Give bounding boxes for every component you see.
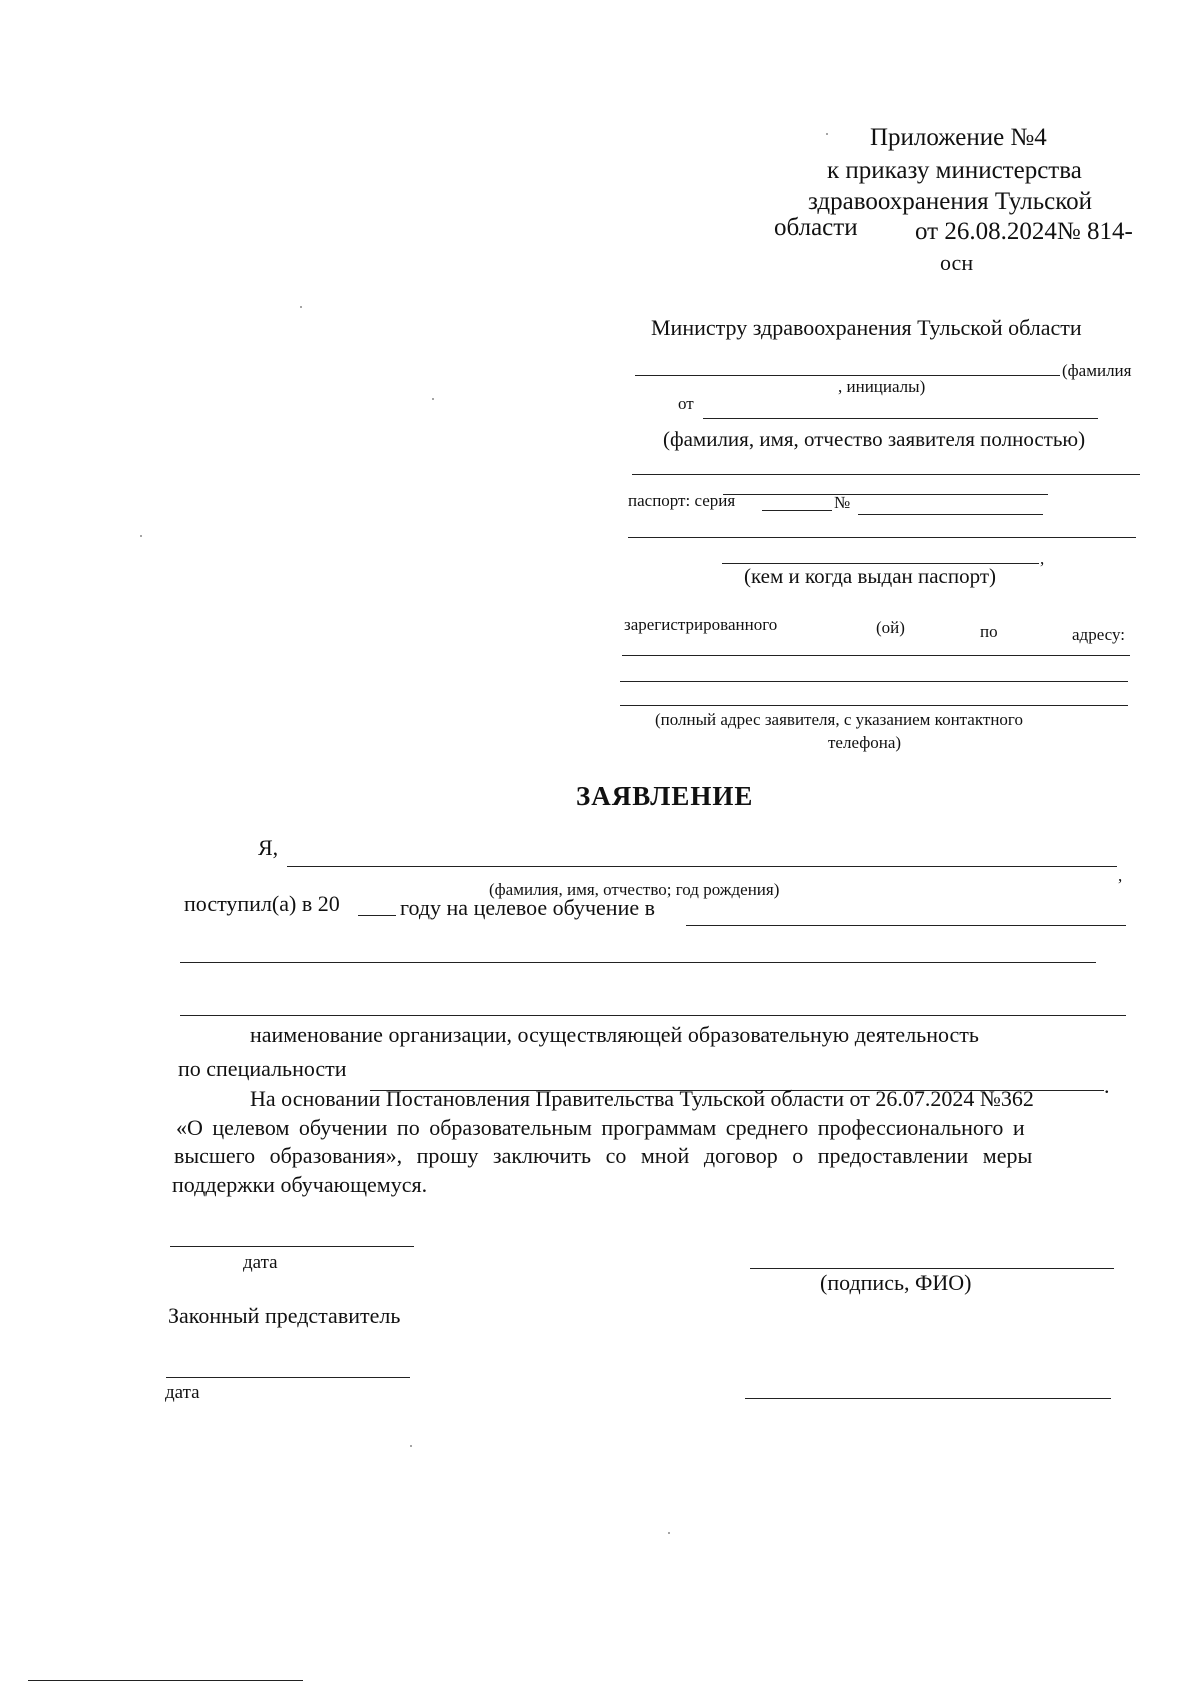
signature-hint: (подпись, ФИО) bbox=[820, 1270, 972, 1295]
specialty-period: . bbox=[1104, 1073, 1110, 1098]
document-title: ЗАЯВЛЕНИЕ bbox=[576, 781, 754, 811]
passport-hint: (кем и когда выдан паспорт) bbox=[744, 564, 997, 588]
signature-field-1[interactable] bbox=[750, 1268, 1114, 1269]
passport-comma: , bbox=[1040, 549, 1045, 568]
passport-number-label: № bbox=[834, 493, 851, 512]
appendix-order-suffix: осн bbox=[940, 250, 974, 275]
passport-series-label: паспорт: серия bbox=[628, 491, 736, 510]
appendix-ministry: здравоохранения Тульской bbox=[808, 188, 1092, 215]
passport-series-field[interactable] bbox=[762, 510, 832, 511]
organization-line-2[interactable] bbox=[180, 962, 1096, 963]
appendix-number: Приложение №4 bbox=[870, 124, 1047, 151]
representative-label: Законный представитель bbox=[168, 1303, 401, 1328]
basis-paragraph-line-1: На основании Постановления Правительства Тульской области от 26.07.2024 №362 bbox=[250, 1086, 1034, 1111]
from-label: от bbox=[678, 394, 694, 413]
appendix-region: области bbox=[774, 214, 858, 241]
applicant-fio-hint: (фамилия, имя, отчество; год рождения) bbox=[489, 880, 780, 899]
scan-speck bbox=[300, 306, 302, 308]
date-field-1[interactable] bbox=[170, 1246, 414, 1247]
enrolled-label-b: году на целевое обучение в bbox=[400, 895, 656, 920]
scan-speck bbox=[668, 1532, 670, 1534]
address-line-3[interactable] bbox=[620, 705, 1128, 706]
appendix-order-ref: к приказу министерства bbox=[827, 157, 1082, 184]
organization-line-1[interactable] bbox=[686, 925, 1126, 926]
appendix-order-date: от 26.08.2024№ 814- bbox=[915, 218, 1133, 245]
organization-line-3[interactable] bbox=[180, 1015, 1126, 1016]
enrolled-label: поступил(а) в 20 bbox=[184, 891, 340, 916]
applicant-name-line[interactable] bbox=[703, 418, 1098, 419]
scan-speck bbox=[432, 398, 434, 400]
fio-label-a: (фамилия bbox=[1062, 361, 1132, 380]
basis-paragraph-line-4: поддержки обучающемуся. bbox=[172, 1172, 428, 1197]
fio-comma: , bbox=[1118, 866, 1123, 885]
date-label-2: дата bbox=[165, 1382, 200, 1403]
registered-suffix: (ой) bbox=[876, 618, 905, 637]
registered-word: зарегистрированного bbox=[624, 615, 778, 634]
address-line-2[interactable] bbox=[620, 681, 1128, 682]
basis-paragraph-line-3: высшего образования», прошу заключить со мной договор о предоставлении меры bbox=[174, 1143, 1033, 1168]
passport-number-field[interactable] bbox=[858, 514, 1043, 515]
address-hint-b: телефона) bbox=[828, 733, 902, 752]
organization-hint: наименование организации, осуществляющей образовательную деятельность bbox=[250, 1022, 979, 1047]
basis-paragraph-line-2: «О целевом обучении по образовательным программам среднего профессионального и bbox=[176, 1115, 1025, 1140]
applicant-fio-line[interactable] bbox=[287, 866, 1117, 867]
footer-rule bbox=[28, 1680, 303, 1681]
date-field-2[interactable] bbox=[166, 1377, 410, 1378]
scan-speck bbox=[140, 535, 142, 537]
date-label-1: дата bbox=[243, 1252, 278, 1273]
address-line-1[interactable] bbox=[622, 655, 1130, 656]
applicant-extra-line[interactable] bbox=[632, 474, 1140, 475]
scan-speck bbox=[410, 1445, 412, 1447]
i-label: Я, bbox=[258, 835, 279, 860]
address-hint-a: (полный адрес заявителя, с указанием контактного bbox=[655, 710, 1023, 729]
passport-issued-line[interactable] bbox=[628, 537, 1136, 538]
minister-name-line[interactable] bbox=[635, 375, 1060, 376]
signature-field-2[interactable] bbox=[745, 1398, 1111, 1399]
applicant-extra-line-2[interactable] bbox=[723, 494, 1048, 495]
specialty-label: по специальности bbox=[178, 1056, 347, 1081]
applicant-name-hint: (фамилия, имя, отчество заявителя полностью) bbox=[663, 427, 1086, 451]
registered-address-word: адресу: bbox=[1072, 625, 1125, 644]
enrollment-year-field[interactable] bbox=[358, 915, 396, 916]
registered-at: по bbox=[980, 622, 998, 641]
addressee-to: Министру здравоохранения Тульской области bbox=[651, 315, 1082, 340]
fio-label-b: , инициалы) bbox=[838, 377, 926, 396]
scan-speck bbox=[826, 133, 828, 135]
